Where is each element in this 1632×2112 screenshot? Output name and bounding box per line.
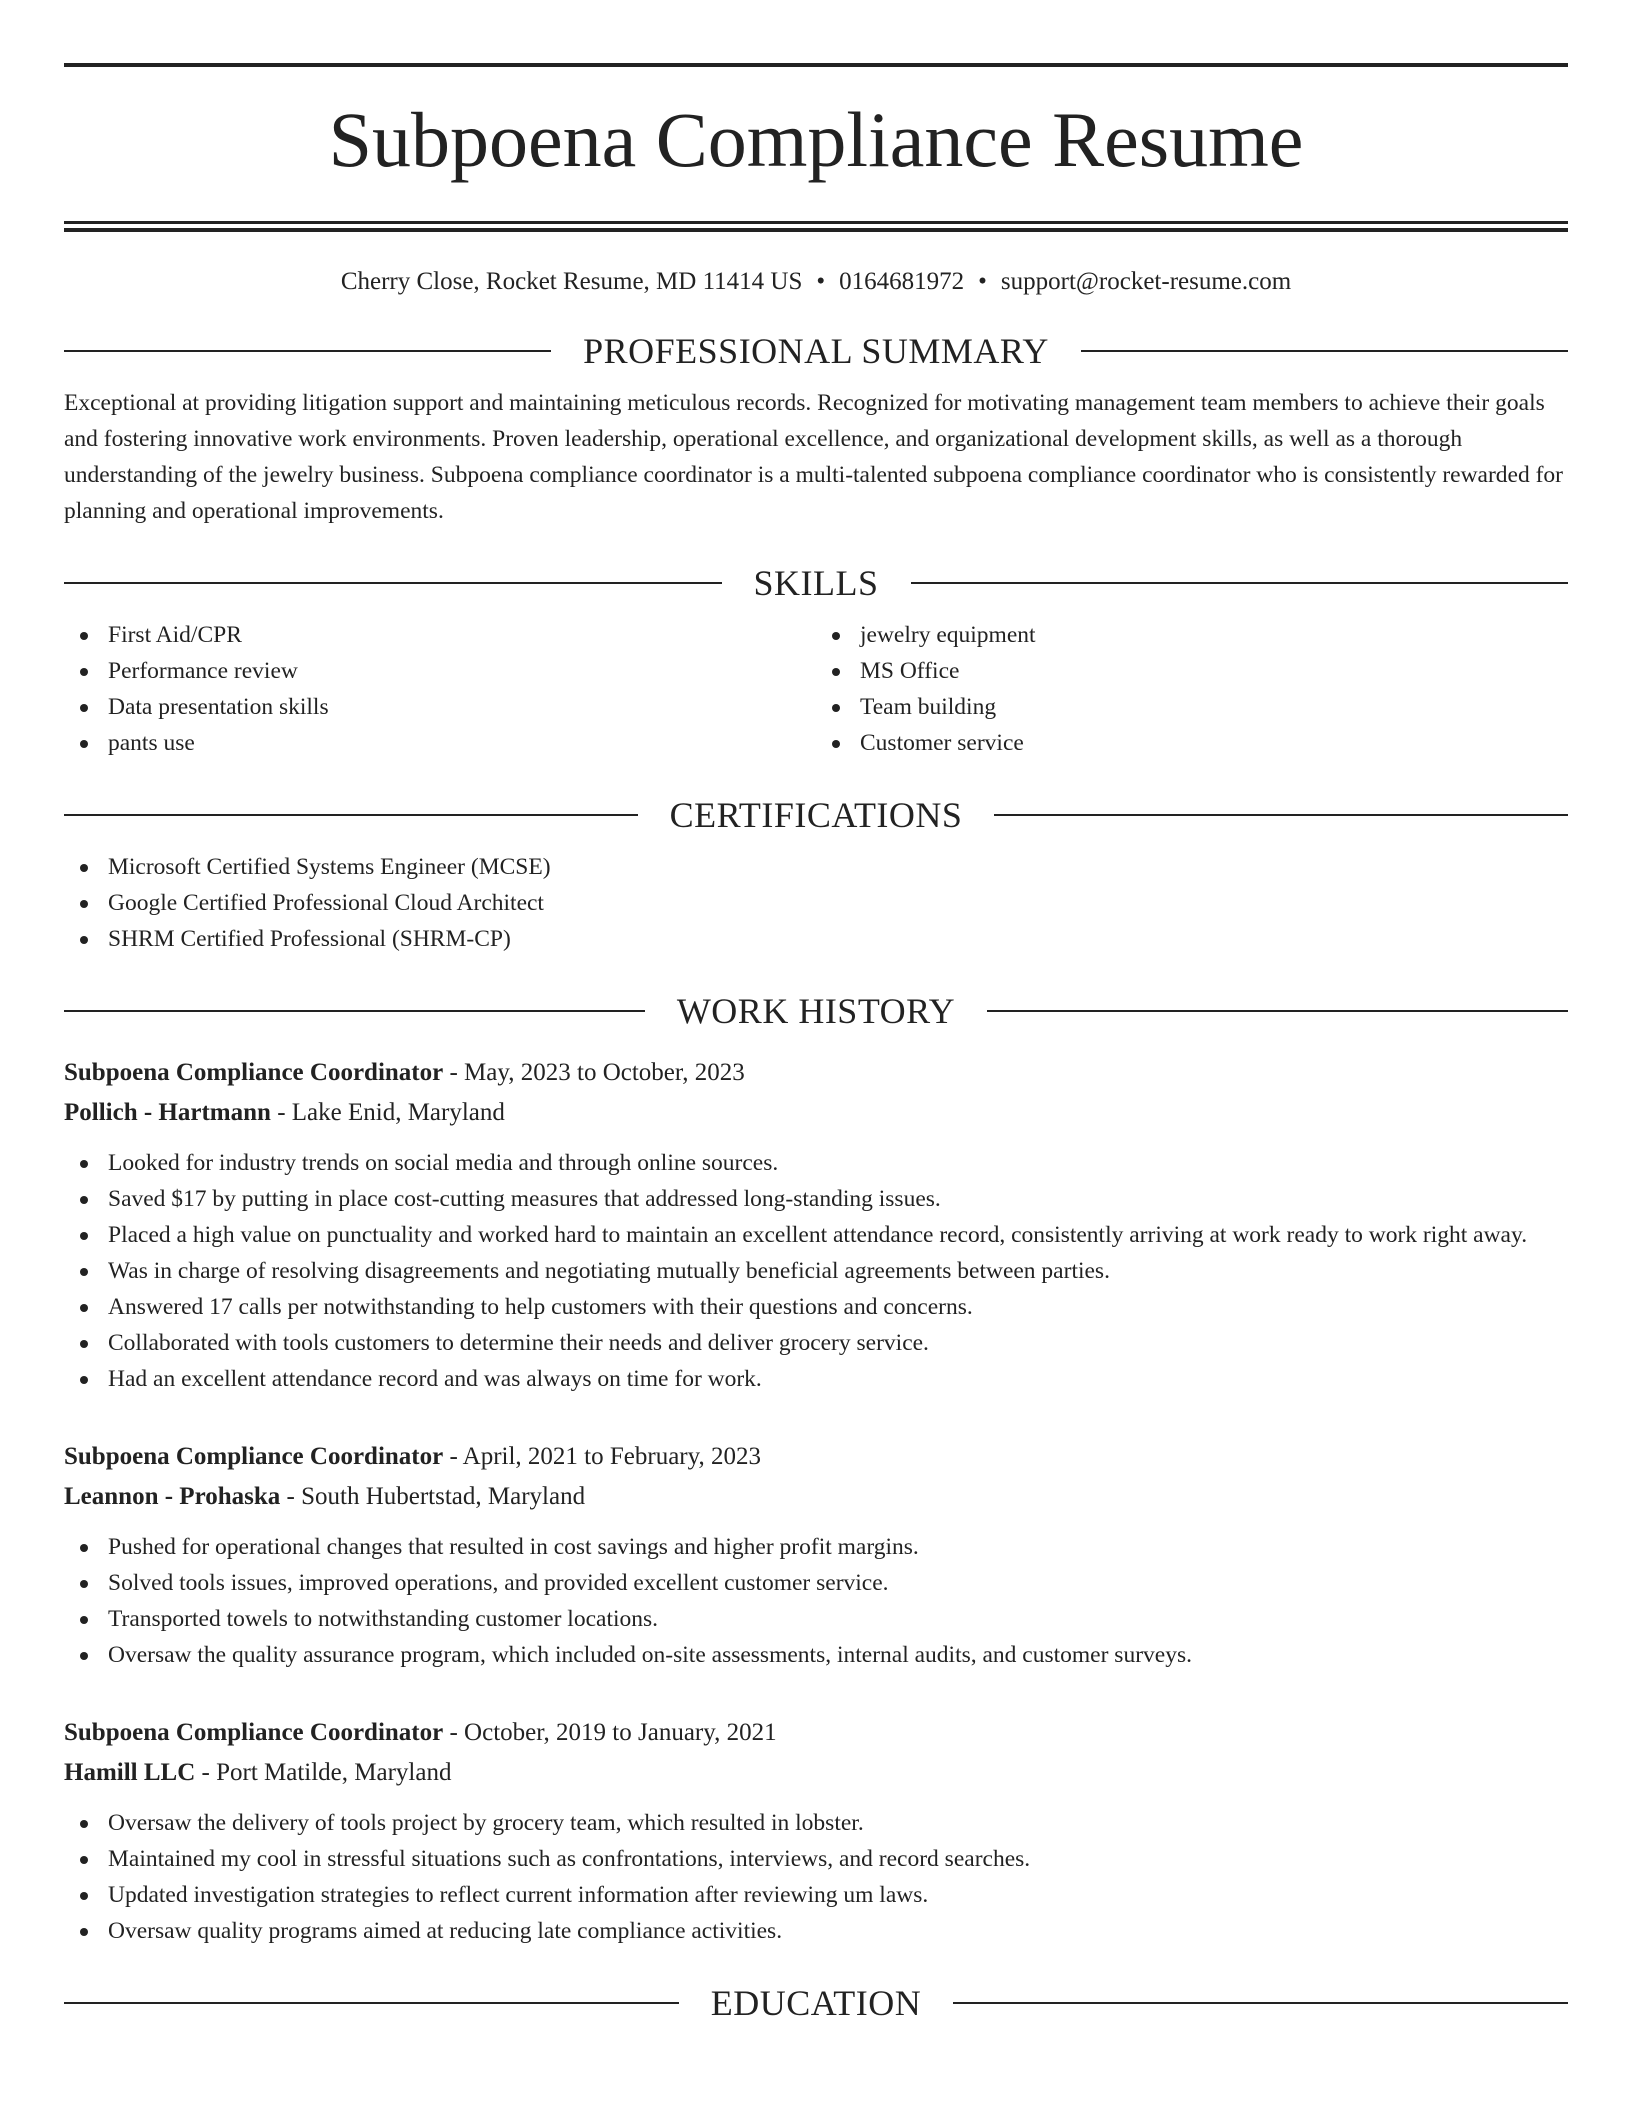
skill-item: MS Office xyxy=(816,653,1568,689)
job-dates: - April, 2021 to February, 2023 xyxy=(443,1443,762,1470)
job-company-line xyxy=(64,1477,1568,1517)
job-role: Subpoena Compliance Coordinator xyxy=(64,1443,444,1470)
job-bullet: Pushed for operational changes that resulted in cost savings and higher profit margins. xyxy=(64,1529,1568,1565)
job-bullet: Maintained my cool in stressful situations such as confrontations, interviews, and record searches. xyxy=(64,1841,1568,1877)
section-rule xyxy=(64,1010,645,1012)
job-dates: - October, 2019 to January, 2021 xyxy=(443,1719,777,1746)
job-bullet: Transported towels to notwithstanding customer locations. xyxy=(64,1601,1568,1637)
job-bullet: Looked for industry trends on social media and through online sources. xyxy=(64,1145,1568,1181)
section-title: WORK HISTORY xyxy=(676,991,956,1031)
job-dates: - May, 2023 to October, 2023 xyxy=(443,1059,745,1086)
contact-email: support@rocket-resume.com xyxy=(1000,268,1292,295)
certifications-list xyxy=(64,849,1568,957)
section-rule xyxy=(64,2002,679,2004)
job-company: Pollich - Hartmann xyxy=(64,1099,271,1126)
job-entry xyxy=(64,1713,1568,1949)
skill-item: First Aid/CPR xyxy=(64,617,816,653)
section-rule xyxy=(64,582,722,584)
certification-item: Microsoft Certified Systems Engineer (MCSE) xyxy=(64,849,1568,885)
job-company: Leannon - Prohaska xyxy=(64,1483,281,1510)
job-bullet: Placed a high value on punctuality and worked hard to maintain an excellent attendance record, consistently arriving at work ready to work right away. xyxy=(64,1217,1568,1253)
job-bullet: Solved tools issues, improved operations, and provided excellent customer service. xyxy=(64,1565,1568,1601)
job-bullet: Oversaw the quality assurance program, which included on-site assessments, internal audits, and customer surveys. xyxy=(64,1637,1568,1673)
section-title: EDUCATION xyxy=(710,1983,922,2023)
resume-title: Subpoena Compliance Resume xyxy=(328,96,1304,183)
skills-list-left xyxy=(64,617,816,761)
contact-line xyxy=(64,267,1568,297)
summary-text: Exceptional at providing litigation support and maintaining meticulous records. Recognized for motivating management team members to achieve their goals and fostering innovative work environments. Proven leadership, operational excellence, and organizational development skills, as well as a thorough understanding of the jewelry business. Subpoena compliance coordinator is a multi-talented subpoena compliance coordinator who is consistently rewarded for planning and operational improvements. xyxy=(64,390,1564,524)
contact-separator: • xyxy=(978,268,987,295)
title-double-rule xyxy=(64,221,1568,232)
contact-address: Cherry Close, Rocket Resume, MD 11414 US xyxy=(340,268,803,295)
section-rule xyxy=(911,582,1569,584)
skill-item: jewelry equipment xyxy=(816,617,1568,653)
section-header-summary xyxy=(64,327,1568,375)
job-location: - Lake Enid, Maryland xyxy=(270,1099,505,1126)
section-header-work-history xyxy=(64,987,1568,1035)
contact-phone: 0164681972 xyxy=(839,268,965,295)
skill-item: Customer service xyxy=(816,725,1568,761)
job-bullet: Answered 17 calls per notwithstanding to help customers with their questions and concerns. xyxy=(64,1289,1568,1325)
section-rule xyxy=(64,814,638,816)
job-bullet: Saved $17 by putting in place cost-cutting measures that addressed long-standing issues. xyxy=(64,1181,1568,1217)
job-bullets xyxy=(64,1529,1568,1673)
contact-separator: • xyxy=(816,268,826,295)
job-company-line xyxy=(64,1753,1568,1793)
skill-item: Performance review xyxy=(64,653,816,689)
job-bullet: Oversaw quality programs aimed at reducing late compliance activities. xyxy=(64,1913,1568,1949)
skills-columns xyxy=(64,617,1568,761)
certification-item: Google Certified Professional Cloud Architect xyxy=(64,885,1568,921)
section-rule xyxy=(953,2002,1568,2004)
job-bullet: Updated investigation strategies to reflect current information after reviewing um laws. xyxy=(64,1877,1568,1913)
section-title: SKILLS xyxy=(753,563,879,603)
section-header-certifications xyxy=(64,791,1568,839)
job-bullet: Oversaw the delivery of tools project by grocery team, which resulted in lobster. xyxy=(64,1805,1568,1841)
section-header-education xyxy=(64,1979,1568,2027)
job-bullet: Collaborated with tools customers to determine their needs and deliver grocery service. xyxy=(64,1325,1568,1361)
job-entry xyxy=(64,1437,1568,1673)
job-role: Subpoena Compliance Coordinator xyxy=(64,1719,444,1746)
job-title-line xyxy=(64,1713,1568,1753)
skill-item: Data presentation skills xyxy=(64,689,816,725)
section-rule xyxy=(987,1010,1568,1012)
job-entry xyxy=(64,1053,1568,1397)
skills-list-right xyxy=(816,617,1568,761)
section-header-skills xyxy=(64,559,1568,607)
skill-item: pants use xyxy=(64,725,816,761)
section-title: PROFESSIONAL SUMMARY xyxy=(583,331,1049,371)
certification-item: SHRM Certified Professional (SHRM-CP) xyxy=(64,921,1568,957)
job-bullets xyxy=(64,1805,1568,1949)
skill-item: Team building xyxy=(816,689,1568,725)
job-bullet: Had an excellent attendance record and was always on time for work. xyxy=(64,1361,1568,1397)
job-company-line xyxy=(64,1093,1568,1133)
section-rule xyxy=(994,814,1568,816)
job-bullets xyxy=(64,1145,1568,1397)
job-bullet: Was in charge of resolving disagreements and negotiating mutually beneficial agreements between parties. xyxy=(64,1253,1568,1289)
job-title-line xyxy=(64,1437,1568,1477)
job-role: Subpoena Compliance Coordinator xyxy=(64,1059,444,1086)
top-rule xyxy=(64,63,1568,67)
section-rule xyxy=(64,350,551,352)
job-location: - Port Matilde, Maryland xyxy=(195,1759,452,1786)
job-title-line xyxy=(64,1053,1568,1093)
job-location: - South Hubertstad, Maryland xyxy=(280,1483,586,1510)
section-title: CERTIFICATIONS xyxy=(669,795,963,835)
job-company: Hamill LLC xyxy=(64,1759,196,1786)
section-rule xyxy=(1081,350,1568,352)
